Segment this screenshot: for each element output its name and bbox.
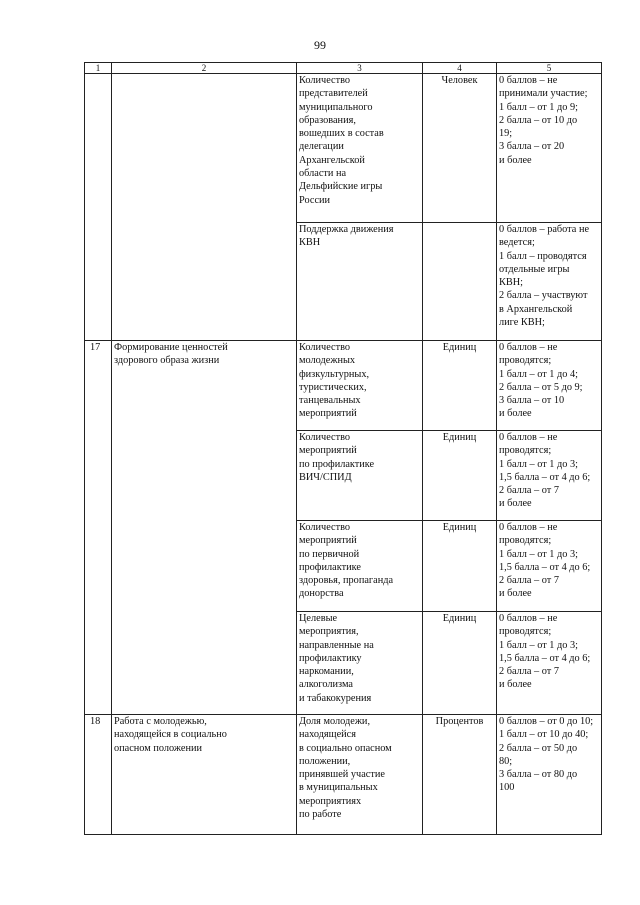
unit-cell: Единиц: [423, 431, 497, 521]
table-row: [85, 715, 602, 835]
row-number-cell: 17: [85, 341, 112, 715]
score-cell: 0 баллов – работа не ведется; 1 балл – проводятся отдельные игры КВН; 2 балла – участвуют в Архангельской лиге КВН;: [497, 223, 602, 341]
criteria-table: [84, 62, 602, 835]
indicator-cell: Количество мероприятий по профилактике ВИЧ/СПИД: [297, 431, 423, 521]
unit-cell: Единиц: [423, 341, 497, 431]
table-row: [85, 341, 602, 431]
column-number-header: 4: [423, 63, 497, 74]
column-number-row: [85, 63, 602, 74]
score-cell: 0 баллов – не проводятся; 1 балл – от 1 до 3; 1,5 балла – от 4 до 6; 2 балла – от 7 и более: [497, 431, 602, 521]
score-cell: 0 баллов – не проводятся; 1 балл – от 1 до 4; 2 балла – от 5 до 9; 3 балла – от 10 и более: [497, 341, 602, 431]
indicator-cell: Количество мероприятий по первичной профилактике здоровья, пропаганда донорства: [297, 521, 423, 612]
page-number: 99: [314, 38, 326, 52]
activity-area-cell: [112, 74, 297, 341]
row-number-cell: [85, 74, 112, 341]
unit-cell: Единиц: [423, 521, 497, 612]
activity-area-cell: Формирование ценностей здорового образа жизни: [112, 341, 297, 715]
score-cell: 0 баллов – не проводятся; 1 балл – от 1 до 3; 1,5 балла – от 4 до 6; 2 балла – от 7 и более: [497, 521, 602, 612]
column-number-header: 1: [85, 63, 112, 74]
unit-cell: Единиц: [423, 612, 497, 715]
unit-cell: [423, 223, 497, 341]
column-number-header: 5: [497, 63, 602, 74]
indicator-cell: Целевые мероприятия, направленные на профилактику наркомании, алкоголизма и табакокурения: [297, 612, 423, 715]
unit-cell: Процентов: [423, 715, 497, 835]
indicator-cell: Доля молодежи, находящейся в социально опасном положении, принявшей участие в муниципальных мероприятиях по работе: [297, 715, 423, 835]
indicator-cell: Количество представителей муниципального образования, вошедших в состав делегации Архангельской области на Дельфийские игры России: [297, 74, 423, 223]
activity-area-cell: Работа с молодежью, находящейся в социально опасном положении: [112, 715, 297, 835]
indicator-cell: Количество молодежных физкультурных, туристических, танцевальных мероприятий: [297, 341, 423, 431]
indicator-cell: Поддержка движения КВН: [297, 223, 423, 341]
column-number-header: 2: [112, 63, 297, 74]
table-row: [85, 74, 602, 223]
score-cell: 0 баллов – от 0 до 10; 1 балл – от 10 до 40; 2 балла – от 50 до 80; 3 балла – от 80 до 100: [497, 715, 602, 835]
score-cell: 0 баллов – не принимали участие; 1 балл – от 1 до 9; 2 балла – от 10 до 19; 3 балла – от 20 и более: [497, 74, 602, 223]
column-number-header: 3: [297, 63, 423, 74]
unit-cell: Человек: [423, 74, 497, 223]
row-number-cell: 18: [85, 715, 112, 835]
score-cell: 0 баллов – не проводятся; 1 балл – от 1 до 3; 1,5 балла – от 4 до 6; 2 балла – от 7 и более: [497, 612, 602, 715]
